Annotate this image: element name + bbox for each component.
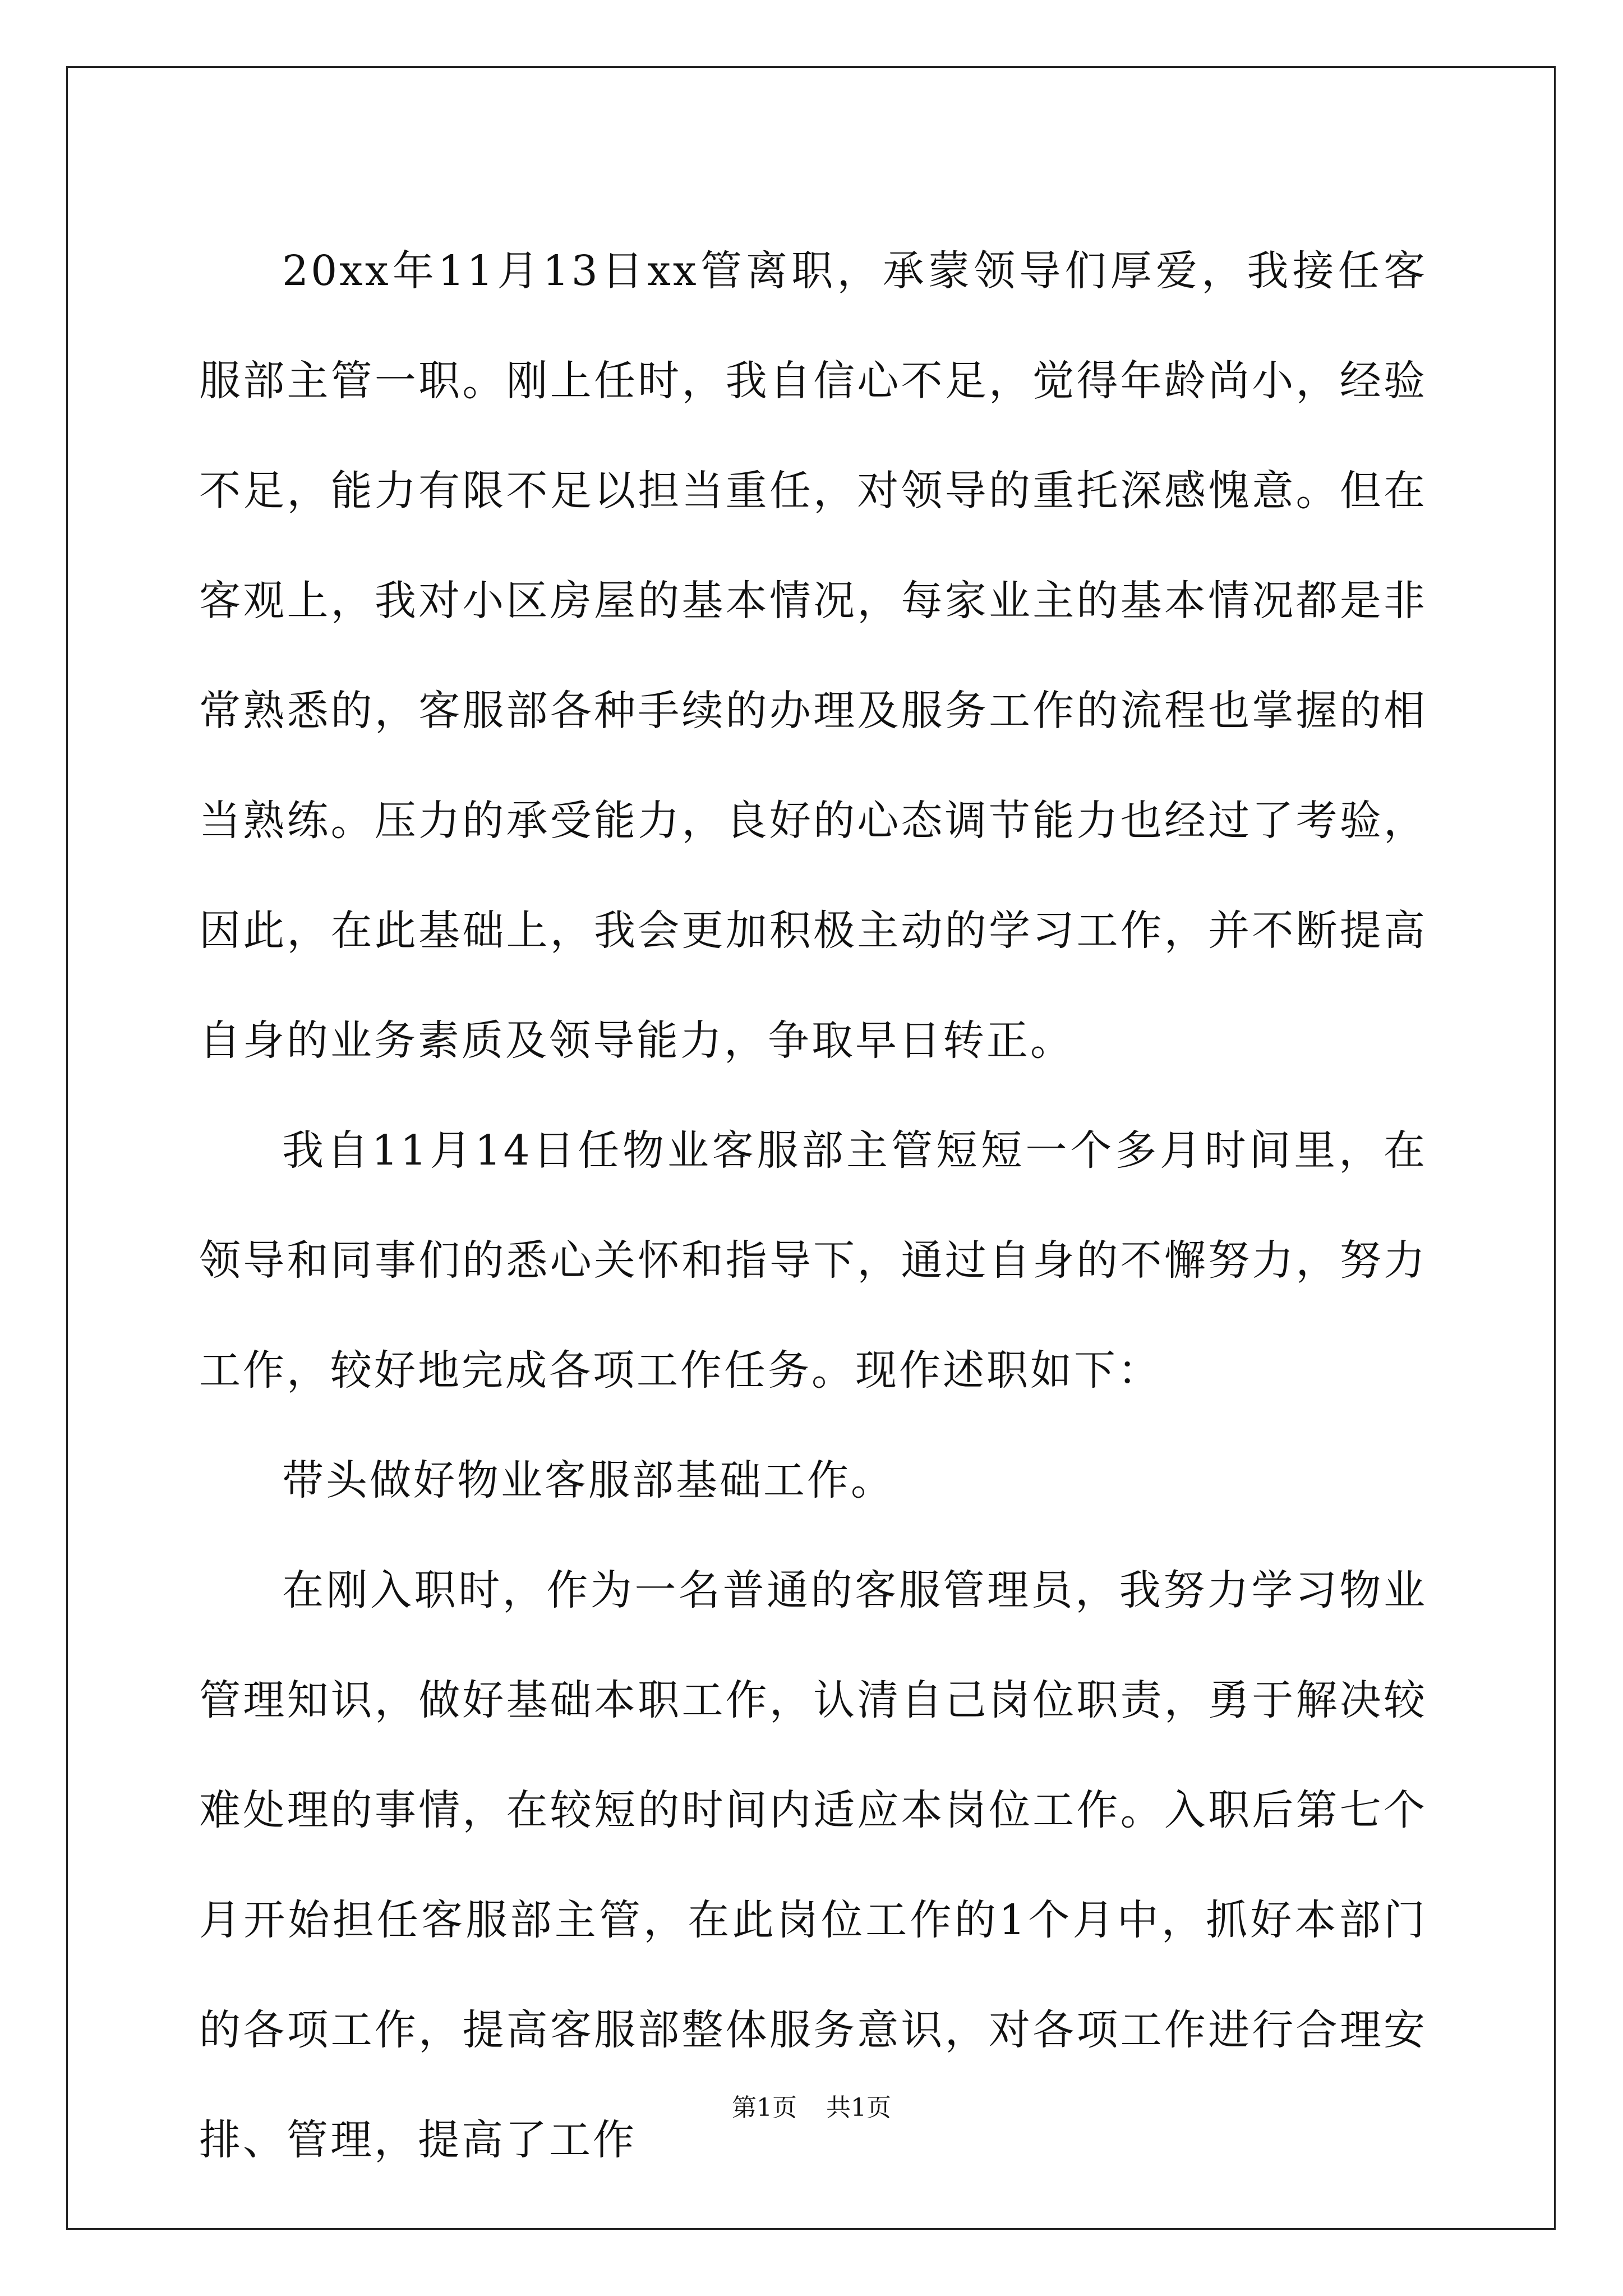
document-body bbox=[199, 216, 1427, 2195]
page-footer bbox=[0, 2091, 1623, 2125]
paragraph-1: 20xx年11月13日xx管离职，承蒙领导们厚爱，我接任客服部主管一职。刚上任时，我自信心不足，觉得年龄尚小，经验不足，能力有限不足以担当重任，对领导的重托深感愧意。但在客观上，我对小区房屋的基本情况，每家业主的基本情况都是非常熟悉的，客服部各种手续的办理及服务工作的流程也掌握的相当熟练。压力的承受能力，良好的心态调节能力也经过了考验，因此，在此基础上，我会更加积极主动的学习工作，并不断提高自身的业务素质及领导能力，争取早日转正。 bbox=[199, 247, 1427, 1065]
paragraph-4: 在刚入职时，作为一名普通的客服管理员，我努力学习物业管理知识，做好基础本职工作，认清自己岗位职责，勇于解决较难处理的事情，在较短的时间内适应本岗位工作。入职后第七个月开始担任客服部主管，在此岗位工作的1个月中，抓好本部门的各项工作，提高客服部整体服务意识，对各项工作进行合理安排、管理，提高了工作 bbox=[199, 1566, 1427, 2164]
paragraph-2: 我自11月14日任物业客服部主管短短一个多月时间里，在领导和同事们的悉心关怀和指导下，通过自身的不懈努力，努力工作，较好地完成各项工作任务。现作述职如下： bbox=[199, 1126, 1427, 1395]
page-number: 第1页 bbox=[732, 2093, 797, 2122]
page-total: 共1页 bbox=[826, 2093, 891, 2122]
paragraph-3: 带头做好物业客服部基础工作。 bbox=[282, 1456, 895, 1504]
